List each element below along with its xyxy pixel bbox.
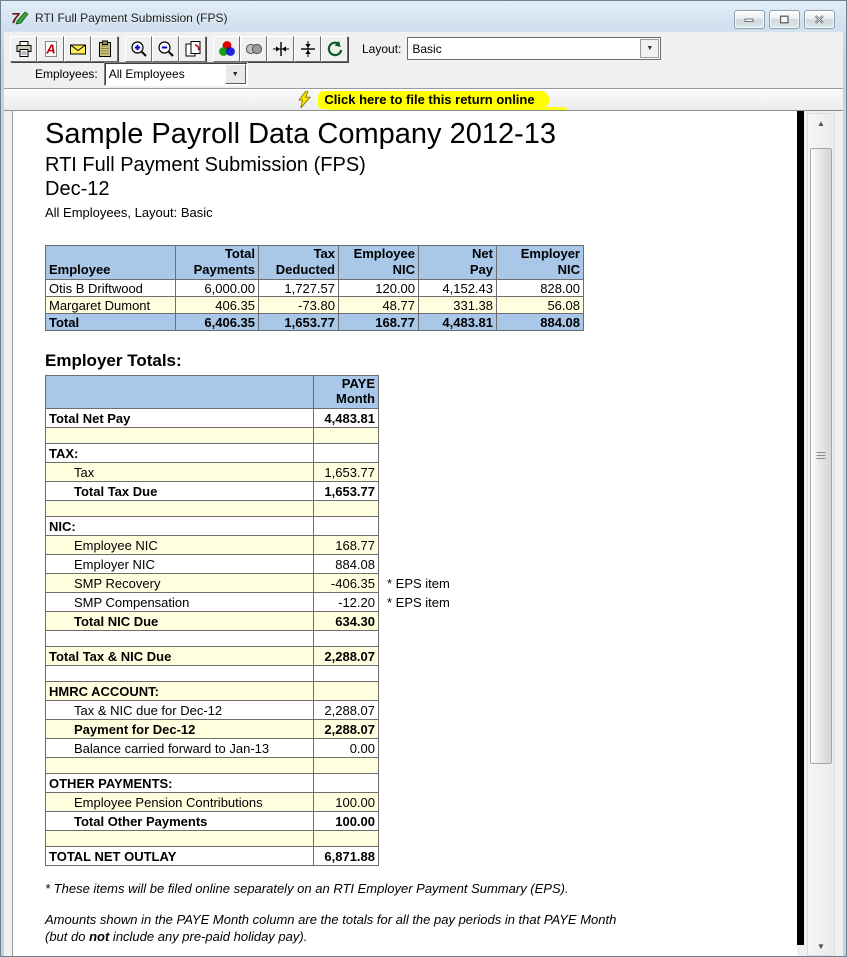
svg-text:A: A: [45, 41, 56, 56]
totals-spacer-row: [46, 831, 489, 847]
totals-value-cell: [314, 428, 379, 444]
totals-label-cell: Balance carried forward to Jan-13: [46, 739, 314, 758]
zoom-in-button[interactable]: [125, 36, 152, 62]
color-mode-icon: [218, 40, 236, 58]
minimize-icon: [744, 11, 755, 29]
employee-row: [46, 280, 584, 297]
totals-value-cell: 100.00: [314, 812, 379, 831]
employee-total-row: [46, 314, 584, 331]
footnote-line2-pre: (but do: [45, 929, 90, 944]
totals-spacer-row: [46, 428, 489, 444]
total-value-cell: 6,406.35: [176, 314, 259, 331]
column-header: Total Payments: [176, 246, 259, 280]
color-mode-button[interactable]: [213, 36, 240, 62]
report-title: Sample Payroll Data Company 2012-13: [45, 118, 556, 150]
totals-value-cell: [314, 631, 379, 647]
file-online-bar: [4, 88, 843, 110]
eps-item-note: [379, 758, 489, 774]
totals-value-cell: -12.20: [314, 593, 379, 612]
eps-item-note: [379, 409, 489, 428]
totals-value-cell: 168.77: [314, 536, 379, 555]
totals-row: [46, 517, 489, 536]
value-cell: 120.00: [339, 280, 419, 297]
scrollbar-thumb[interactable]: [810, 148, 832, 764]
report-subtitle: RTI Full Payment Submission (FPS): [45, 154, 366, 176]
lightning-icon: [298, 91, 311, 108]
totals-row: [46, 720, 489, 739]
fit-page-icon: [299, 40, 317, 58]
vertical-scrollbar[interactable]: [807, 113, 835, 956]
totals-value-cell: 1,653.77: [314, 482, 379, 501]
totals-value-cell: 1,653.77: [314, 463, 379, 482]
close-button[interactable]: [804, 10, 835, 29]
value-cell: -73.80: [259, 297, 339, 314]
employee-name-cell: Margaret Dumont: [46, 297, 176, 314]
totals-row: [46, 574, 489, 593]
totals-label-cell: NIC:: [46, 517, 314, 536]
footnote-line2-post: include any pre-paid holiday pay).: [109, 929, 308, 944]
fit-page-button[interactable]: [294, 36, 321, 62]
report-page: [12, 111, 797, 957]
eps-item-note: [379, 720, 489, 739]
chevron-down-icon[interactable]: ▼: [225, 64, 246, 84]
total-label-cell: Total: [46, 314, 176, 331]
eps-item-note: [379, 774, 489, 793]
totals-row: [46, 536, 489, 555]
value-cell: 6,000.00: [176, 280, 259, 297]
chevron-down-icon[interactable]: ▼: [640, 39, 659, 58]
footnote-line2-bold: not: [89, 929, 110, 944]
minimize-button[interactable]: [734, 10, 765, 29]
titlebar[interactable]: [4, 4, 843, 31]
totals-row: [46, 774, 489, 793]
totals-value-cell: 6,871.88: [314, 847, 379, 866]
svg-text:7: 7: [11, 9, 20, 26]
eps-item-note: [379, 482, 489, 501]
zoom-out-button[interactable]: [152, 36, 179, 62]
totals-label-cell: Tax & NIC due for Dec-12: [46, 701, 314, 720]
totals-row: [46, 444, 489, 463]
eps-item-note: [379, 463, 489, 482]
scroll-up-icon[interactable]: ▲: [817, 118, 825, 128]
eps-item-note: [379, 793, 489, 812]
layout-dropdown[interactable]: [407, 37, 661, 60]
totals-value-cell: [314, 444, 379, 463]
eps-item-note: [379, 647, 489, 666]
totals-header-outside: [379, 376, 489, 409]
totals-row: [46, 482, 489, 501]
report-viewport: [4, 110, 843, 957]
totals-row: [46, 409, 489, 428]
window-controls: [734, 10, 835, 29]
eps-item-note: [379, 666, 489, 682]
eps-item-note: [379, 812, 489, 831]
employee-table-header-row: [46, 246, 584, 280]
totals-label-cell: TAX:: [46, 444, 314, 463]
email-icon: [69, 40, 87, 58]
employees-dropdown[interactable]: [104, 62, 248, 86]
total-value-cell: 884.08: [497, 314, 584, 331]
totals-spacer-row: [46, 666, 489, 682]
column-header: Employee NIC: [339, 246, 419, 280]
employees-row: [4, 61, 843, 87]
grayscale-icon: [245, 40, 263, 58]
totals-value-cell: 2,288.07: [314, 647, 379, 666]
totals-row: [46, 612, 489, 631]
totals-label-cell: SMP Compensation: [46, 593, 314, 612]
totals-label-cell: SMP Recovery: [46, 574, 314, 593]
value-cell: 828.00: [497, 280, 584, 297]
report-period: Dec-12: [45, 178, 110, 200]
value-cell: 1,727.57: [259, 280, 339, 297]
totals-row: [46, 463, 489, 482]
total-value-cell: 1,653.77: [259, 314, 339, 331]
totals-row: [46, 812, 489, 831]
close-icon: [814, 11, 825, 29]
totals-row: [46, 793, 489, 812]
eps-item-note: * EPS item: [387, 594, 450, 610]
employee-table: [45, 245, 584, 331]
eps-item-note: [379, 517, 489, 536]
totals-label-cell: Total Tax & NIC Due: [46, 647, 314, 666]
totals-value-cell: 884.08: [314, 555, 379, 574]
totals-value-cell: [314, 666, 379, 682]
employees-value: All Employees: [108, 67, 185, 81]
value-cell: 406.35: [176, 297, 259, 314]
totals-spacer-row: [46, 631, 489, 647]
file-online-link[interactable]: Click here to file this return online: [318, 91, 548, 109]
scrollbar-grip: [817, 452, 826, 460]
eps-item-note: [379, 555, 489, 574]
page-setup-button[interactable]: [179, 36, 206, 62]
total-value-cell: 168.77: [339, 314, 419, 331]
totals-label-cell: Total Tax Due: [46, 482, 314, 501]
toolbar-panel: [4, 31, 843, 89]
totals-value-cell: [314, 831, 379, 847]
eps-item-note: [379, 701, 489, 720]
column-header: Employee: [46, 246, 176, 280]
totals-value-cell: [314, 501, 379, 517]
totals-value-cell: 0.00: [314, 739, 379, 758]
totals-value-cell: [314, 758, 379, 774]
maximize-icon: [779, 11, 790, 29]
totals-label-cell: TOTAL NET OUTLAY: [46, 847, 314, 866]
totals-row: [46, 739, 489, 758]
totals-header-spacer: [46, 376, 314, 409]
totals-label-cell: Total NIC Due: [46, 612, 314, 631]
employees-label: Employees:: [35, 67, 98, 81]
zoom-in-icon: [130, 40, 148, 58]
totals-value-cell: 2,288.07: [314, 701, 379, 720]
eps-item-note: [379, 536, 489, 555]
email-button[interactable]: [64, 36, 91, 62]
eps-item-note: [379, 612, 489, 631]
window-title: RTI Full Payment Submission (FPS): [35, 10, 228, 25]
eps-item-note: * EPS item: [387, 575, 450, 591]
eps-item-note: [379, 847, 489, 866]
totals-value-cell: 2,288.07: [314, 720, 379, 739]
page-edge: [797, 111, 804, 945]
totals-label-cell: Employer NIC: [46, 555, 314, 574]
eps-footnote: * These items will be filed online separately on an RTI Employer Payment Summary (EPS).: [45, 881, 569, 896]
totals-label-cell: HMRC ACCOUNT:: [46, 682, 314, 701]
totals-row: [46, 555, 489, 574]
eps-item-note: [379, 739, 489, 758]
totals-label-cell: [46, 666, 314, 682]
paye-month-footnote: [45, 911, 765, 945]
totals-value-cell: 634.30: [314, 612, 379, 631]
report-filter-line: All Employees, Layout: Basic: [45, 205, 213, 220]
eps-item-note: [379, 444, 489, 463]
refresh-icon: [326, 40, 344, 58]
totals-label-cell: [46, 831, 314, 847]
layout-label: Layout:: [362, 41, 402, 56]
totals-header-row: [46, 376, 489, 409]
column-header: Employer NIC: [497, 246, 584, 280]
totals-label-cell: Employee Pension Contributions: [46, 793, 314, 812]
pdf-export-button[interactable]: [37, 36, 64, 62]
totals-label-cell: Payment for Dec-12: [46, 720, 314, 739]
copy-button[interactable]: [91, 36, 118, 62]
employee-row: [46, 297, 584, 314]
copy-icon: [96, 40, 114, 58]
totals-value-cell: [314, 774, 379, 793]
pdf-export-icon: [42, 40, 60, 58]
scroll-down-icon[interactable]: ▼: [817, 941, 825, 951]
totals-row: [46, 682, 489, 701]
eps-item-note: [379, 831, 489, 847]
layout-value: Basic: [412, 41, 442, 56]
totals-spacer-row: [46, 758, 489, 774]
totals-value-cell: [314, 682, 379, 701]
eps-item-note: [379, 501, 489, 517]
value-cell: 4,152.43: [419, 280, 497, 297]
eps-item-note: [379, 428, 489, 444]
toolbar: [10, 35, 661, 62]
totals-label-cell: [46, 428, 314, 444]
employer-totals-table: [45, 375, 489, 866]
totals-label-cell: [46, 758, 314, 774]
totals-value-cell: [314, 517, 379, 536]
page-setup-icon: [184, 40, 202, 58]
totals-row: [46, 701, 489, 720]
totals-value-cell: -406.35: [314, 574, 379, 593]
employer-totals-heading: Employer Totals:: [45, 351, 182, 370]
totals-row: [46, 593, 489, 612]
print-icon: [15, 40, 33, 58]
maximize-button[interactable]: [769, 10, 800, 29]
paye-month-header: PAYE Month: [314, 376, 379, 409]
totals-value-cell: 100.00: [314, 793, 379, 812]
totals-label-cell: [46, 501, 314, 517]
totals-label-cell: OTHER PAYMENTS:: [46, 774, 314, 793]
value-cell: 331.38: [419, 297, 497, 314]
totals-label-cell: Total Other Payments: [46, 812, 314, 831]
totals-label-cell: Tax: [46, 463, 314, 482]
print-button[interactable]: [10, 36, 37, 62]
employee-name-cell: Otis B Driftwood: [46, 280, 176, 297]
value-cell: 56.08: [497, 297, 584, 314]
totals-label-cell: Total Net Pay: [46, 409, 314, 428]
refresh-button[interactable]: [321, 36, 348, 62]
totals-row: [46, 647, 489, 666]
totals-spacer-row: [46, 501, 489, 517]
total-value-cell: 4,483.81: [419, 314, 497, 331]
totals-label-cell: [46, 631, 314, 647]
eps-item-note: [379, 682, 489, 701]
column-header: Net Pay: [419, 246, 497, 280]
footnote-line1: Amounts shown in the PAYE Month column are the totals for all the pay periods in that PAYE Month: [45, 912, 617, 927]
fit-width-icon: [272, 40, 290, 58]
grayscale-button[interactable]: [240, 36, 267, 62]
zoom-out-icon: [157, 40, 175, 58]
fit-width-button[interactable]: [267, 36, 294, 62]
value-cell: 48.77: [339, 297, 419, 314]
eps-item-note: [379, 631, 489, 647]
app-icon: [11, 10, 29, 26]
totals-value-cell: 4,483.81: [314, 409, 379, 428]
column-header: Tax Deducted: [259, 246, 339, 280]
totals-label-cell: Employee NIC: [46, 536, 314, 555]
totals-row: [46, 847, 489, 866]
